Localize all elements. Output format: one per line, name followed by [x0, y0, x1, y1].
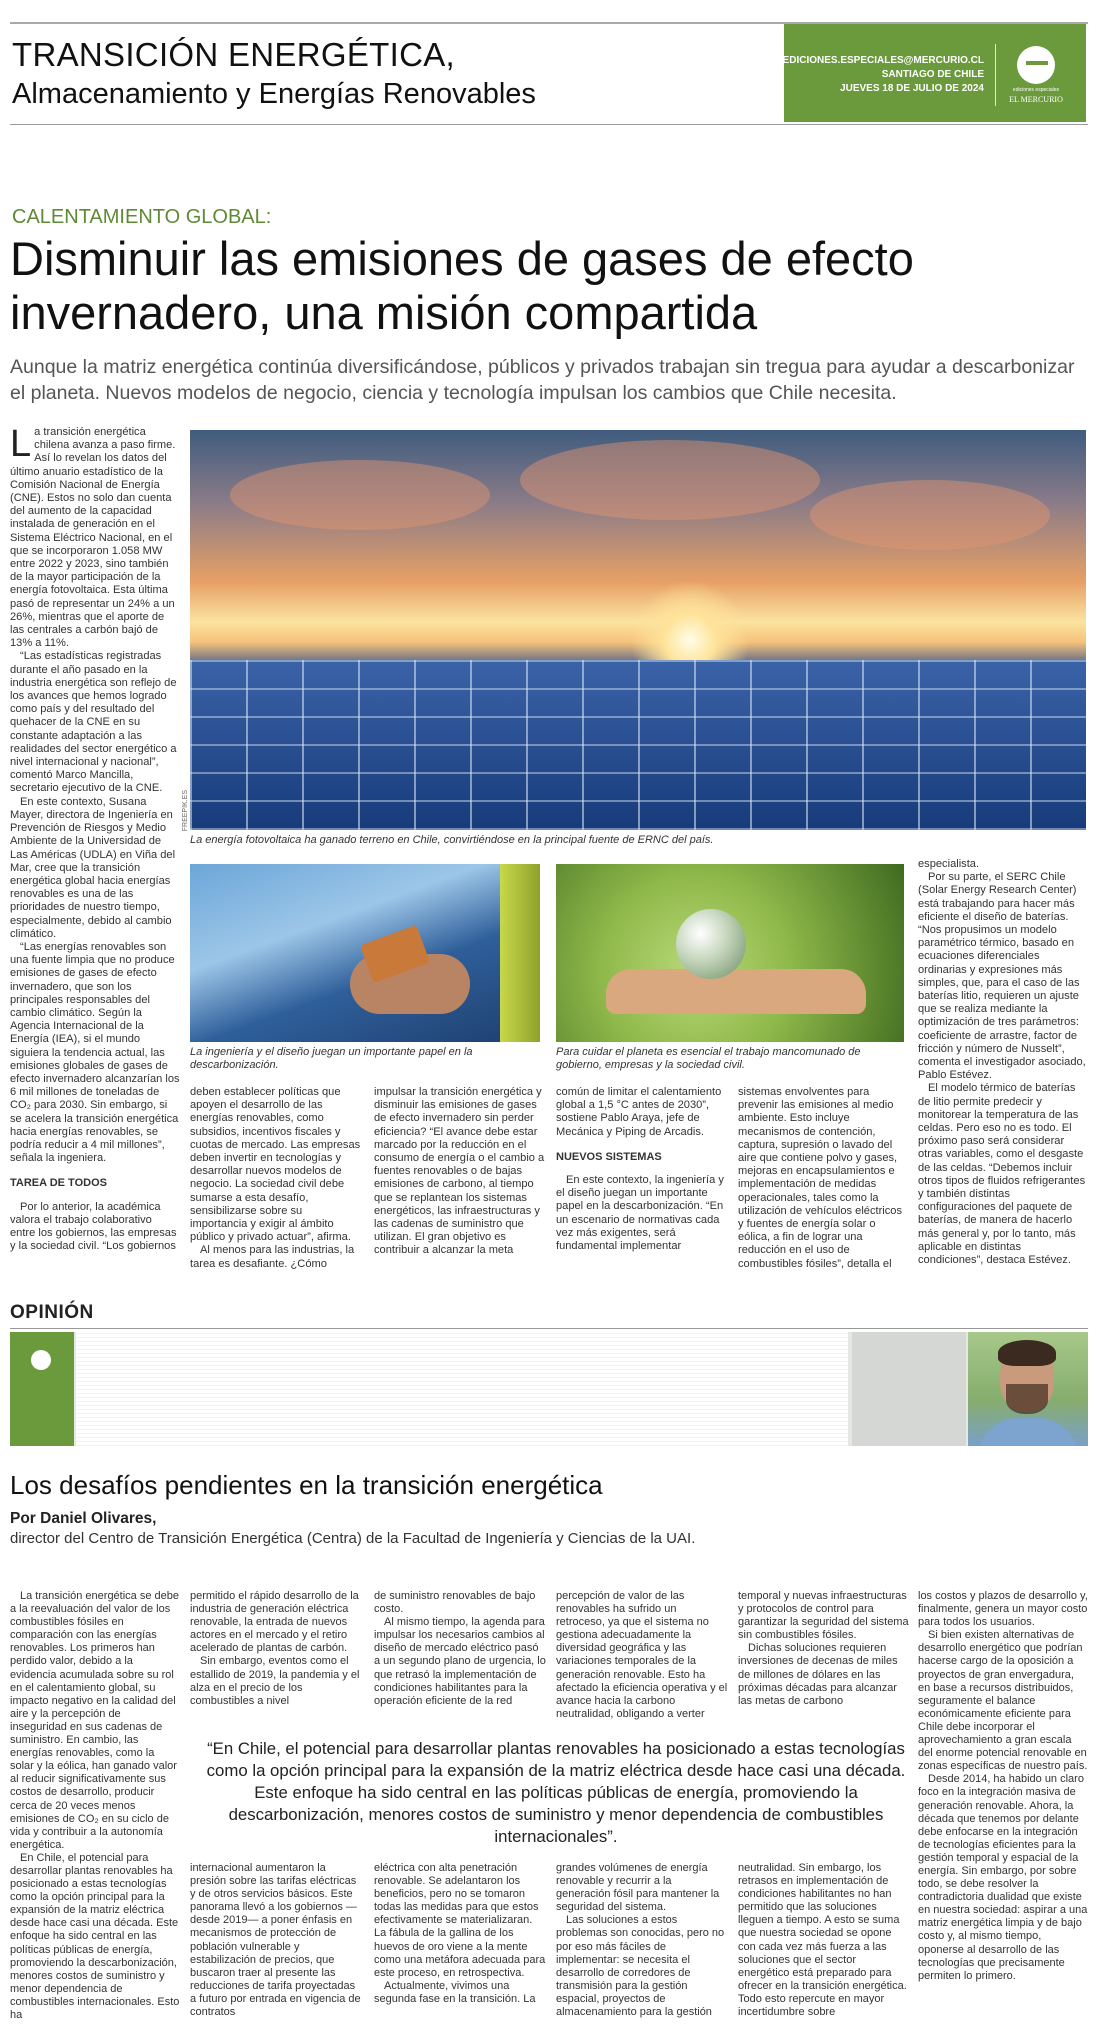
opinion-paragraph: Las soluciones a estos problemas son conocidas, pero no por eso más fáciles de implementar: se necesita el desarrollo de corredores de transmisión para la gestión espacial, proyectos de almacenamiento para la gestión: [556, 1914, 725, 2019]
article-kicker: CALENTAMIENTO GLOBAL:: [12, 206, 272, 228]
article-paragraph: impulsar la transición energética y disminuir las emisiones de gases de efecto invernadero sin perder eficiencia? “El avance debe estar marcado por la reducción en el consumo de energía o el cambio a fuentes renovables o de bajas emisiones de carbono, al tiempo que se replantean los sistemas energéticos, las infraestructuras y las cadenas de suministro que utilizan. El gran objetivo es contribuir a alcanzar la meta: [374, 1086, 545, 1257]
ediciones-especiales-icon: [1017, 46, 1055, 84]
opinion-paragraph: neutralidad. Sin embargo, los retrasos en implementación de condiciones habilitantes no han permitido que las soluciones lleguen a tiempo. A esto se suma que nuestra sociedad se opone con cada vez más fuerza a las soluciones que el sector energético está preparado para ofrecer en la transición energética. Todo esto repercute en mayor incertidumbre sobre: [738, 1862, 907, 2019]
article-paragraph: común de limitar el calentamiento global a 1,5 °C antes de 2030”, sostiene Pablo Araya, jefe de Mecánica y Piping de Arcadis.: [556, 1086, 722, 1138]
opinion-paragraph: Dichas soluciones requieren inversiones de decenas de miles de millones de dólares en las próximas décadas para alcanzar las metas de carbono: [738, 1642, 898, 1707]
edition-date: JUEVES 18 DE JULIO DE 2024: [840, 83, 984, 94]
el-mercurio-logo: [1008, 46, 1064, 104]
opinion-paragraph: Al mismo tiempo, la agenda para impulsar los necesarios cambios al diseño de mercado eléctrico pasó a un segundo plano de urgencia, lo que retrasó la implementación de condiciones habilitantes para la operación eficiente de la red: [374, 1616, 546, 1707]
solar-panel-field: [190, 660, 1086, 830]
opinion-paragraph: temporal y nuevas infraestructuras y protocolos de control para garantizar la seguridad del sistema sin combustibles fósiles.: [738, 1590, 909, 1642]
opinion-paragraph: Desde 2014, ha habido un claro foco en la integración masiva de generación renovable. Ahora, la década que tenemos por delante debe enfocarse en la integración de tecnologías eficientes para la gestión temporal y espacial de la energía. Sin embargo, por sobre todo, se debe resolver la contradictoria dualidad que existe en nuestra sociedad: aspirar a una matriz energética limpia y de bajo costo y, al mismo tiempo, oponerse al desarrollo de las tecnologías que precisamente permiten lo primero.: [918, 1773, 1088, 1982]
section-title: TRANSICIÓN ENERGÉTICA,: [12, 36, 455, 73]
photo-caption-main: La energía fotovoltaica ha ganado terreno en Chile, convirtiéndose en la principal fuente de ERNC del país.: [190, 834, 714, 846]
article-column-3: [374, 1086, 546, 1272]
opinion-paragraph: Si bien existen alternativas de desarrollo energético que podrían hacerse cargo de la oposición a proyectos de gran envergadura, en base a recursos distribuidos, seguramente el balance económicamente eficiente para Chile debe incorporar el aprovechamiento a gran escala del enorme potencial renovable en zonas específicas de nuestro país.: [918, 1629, 1088, 1773]
opinion-paragraph: La transición energética se debe a la reevaluación del valor de los combustibles fósiles en comparación con las energías renovables. Los primeros han perdido valor, debido a la evidencia acumulada sobre su rol en el calentamiento global, su impacto negativo en la calidad del aire y la percepción de inseguridad en sus cadenas de suministro. En cambio, las energías renovables, como la solar y la eólica, han ganado valor al reducir significativamente sus costos de desarrollo, producir cerca de 20 veces menos emisiones de CO₂ en su ciclo de vida y contribuir a la autonomía energética.: [10, 1590, 179, 1851]
article-deck: Aunque la matriz energética continúa diversificándose, públicos y privados trabajan sin tregua para ayudar a descarbonizar el planeta. Nuevos modelos de negocio, ciencia y tecnología impulsan los cambios que Chile necesita.: [10, 356, 1075, 404]
opinion-paragraph: los costos y plazos de desarrollo y, finalmente, genera un mayor costo para todos los usuarios.: [918, 1590, 1088, 1629]
engineer-tablet-photo: [190, 864, 540, 1042]
article-subhead: TAREA DE TODOS: [10, 1177, 107, 1190]
opinion-column-2-bottom: [190, 1862, 362, 2022]
hand-globe-photo: [556, 864, 904, 1042]
opinion-paragraph: internacional aumentaron la presión sobre las tarifas eléctricas y de otros servicios básicos. Este panorama llevó a los gobiernos —desde 2019— a poner énfasis en mecanismos de protección de población vulnerable y estabilización de precios, que buscaron traer al presente las reducciones de tarifa proyectadas a futuro por entrada en vigencia de contratos: [190, 1862, 361, 2019]
section-subtitle: Almacenamiento y Energías Renovables: [12, 78, 536, 110]
opinion-column-2-top: [190, 1590, 362, 1722]
article-paragraph: En este contexto, la ingeniería y el diseño juegan un importante papel en la descarbonización. “En un escenario de normativas cada vez más exigentes, será fundamental implementar: [556, 1174, 724, 1253]
opinion-paragraph: Sin embargo, eventos como el estallido de 2019, la pandemia y el alza en el precio de los combustibles a nivel: [190, 1655, 360, 1707]
logo-small-text: ediciones especiales: [1012, 87, 1060, 93]
opinion-label: OPINIÓN: [10, 1302, 94, 1323]
article-subhead: NUEVOS SISTEMAS: [556, 1150, 662, 1163]
author-photo: [968, 1332, 1088, 1446]
article-column-2: [190, 1086, 362, 1272]
article-column-6: [918, 858, 1088, 1272]
article-paragraph: sistemas envolventes para prevenir las emisiones al medio ambiente. Esto incluye mecanismos de contención, captura, supresión o lavado del aire que contiene polvo y gases, mejoras en encapsulamientos e implementación de medidas operacionales, tales como la utilización de vehículos eléctricos y fuentes de energía solar o eólica, a fin de lograr una reducción en el uso de combustibles fósiles”, detalla el: [738, 1086, 903, 1270]
photo-credit: FREEPIK.ES: [182, 790, 189, 832]
edition-info: [783, 54, 984, 96]
opinion-headline: Los desafíos pendientes en la transición energética: [10, 1470, 603, 1500]
solar-panels-sunset-photo: [190, 430, 1086, 830]
article-column-5: [738, 1086, 910, 1272]
photo-caption-a: La ingeniería y el diseño juegan un importante papel en la descarbonización.: [190, 1046, 473, 1071]
article-paragraph: especialista.: [918, 858, 980, 870]
edition-box: [784, 24, 1086, 122]
opinion-paragraph: Actualmente, vivimos una segunda fase en la transición. La: [374, 1979, 536, 2005]
drop-cap: L: [10, 426, 32, 465]
header-bottom-rule: [10, 124, 1088, 125]
article-paragraph: “Las energías renovables son una fuente limpia que no produce emisiones de gases de efecto invernadero, que son los principales responsables del cambio climático. Según la Agencia Internacional de la Energía (IEA), si el mundo siguiera la tendencia actual, las emisiones globales de gases de efecto invernadero alcanzarían los 6 mil millones de toneladas de CO₂ para 2030. Sin embargo, si se acelera la transición energética hacia energías renovables, se podría reducir a 4 mil millones”, señala la ingeniera.: [10, 940, 180, 1165]
article-column-4: [556, 1086, 728, 1272]
photo-caption-b: Para cuidar el planeta es esencial el trabajo mancomunado de gobierno, empresas y la sociedad civil.: [556, 1046, 861, 1071]
opinion-paragraph: permitido el rápido desarrollo de la industria de generación eléctrica renovable, la entrada de nuevos actores en el mercado y el retiro acelerado de plantas de carbón.: [190, 1590, 359, 1655]
article-paragraph: Por lo anterior, la académica valora el trabajo colaborativo entre los gobiernos, las empresas y la sociedad civil. “Los gobiernos: [10, 1200, 177, 1253]
edition-divider: [995, 44, 996, 106]
edition-city: SANTIAGO DE CHILE: [881, 69, 984, 80]
article-paragraph: Al menos para las industrias, la tarea es desafiante. ¿Cómo: [190, 1244, 355, 1270]
opinion-rule: [10, 1328, 1088, 1329]
opinion-paragraph: grandes volúmenes de energía renovable y recurrir a la generación fósil para mantener la seguridad del sistema.: [556, 1862, 720, 1914]
pull-quote: “En Chile, el potencial para desarrollar plantas renovables ha posicionado a estas tecnologías como la opción principal para la expansión de la matriz eléctrica desde hace casi una década. Este enfoque ha sido central en las políticas públicas de energía, promoviendo la descarbonización, menores costos de suministro y menor dependencia de combustibles internacionales”.: [206, 1739, 906, 1846]
opinion-column-5-top: [738, 1590, 910, 1722]
opinion-column-3-bottom: [374, 1862, 546, 2022]
dot-icon: [31, 1350, 51, 1370]
opinion-column-6: [918, 1590, 1088, 2022]
globe-icon: [676, 909, 746, 979]
article-paragraph: En este contexto, Susana Mayer, directora de Ingeniería en Prevención de Riesgos y Medio Ambiente de la Universidad de Las Américas (UDLA) en Viña del Mar, cree que la transición energética global hacia energías renovables es una de las prioridades de nuestro tiempo, especialmente, debido al cambio climático.: [10, 795, 176, 940]
article-paragraph: a transición energética chilena avanza a paso firme. Así lo revelan los datos del último anuario estadístico de la Comisión Nacional de Energía (CNE). Estos no solo dan cuenta del aumento de la capacidad instalada de generación en el Sistema Eléctrico Nacional, en el que se incorporaron 1.058 MW entre 2022 y 2023, sino también de la mayor participación de la energía fotovoltaica. Esta última pasó de representar un 24% a un 26%, mientras que el aporte de las centrales a carbón bajó de 13% a 11%.: [10, 426, 176, 650]
article-paragraph: deben establecer políticas que apoyen el desarrollo de las energías renovables, como subsidios, incentivos fiscales y cuotas de mercado. Las empresas deben invertir en tecnologías y desarrollar nuevos modelos de negocio. La sociedad civil debe sumarse a esta desafío, sensibilizarse sobre su importancia y exigir al ámbito público y privado actuar”, afirma.: [190, 1086, 361, 1244]
opinion-author-role: director del Centro de Transición Energética (Centra) de la Facultad de Ingeniería y Ciencias de la UAI.: [10, 1530, 696, 1547]
edition-email: EDICIONES.ESPECIALES@MERCURIO.CL: [782, 55, 984, 66]
article-column-1: [10, 426, 180, 1272]
opinion-author: Por Daniel Olivares,: [10, 1510, 157, 1527]
opinion-column-4-top: [556, 1590, 728, 1722]
opinion-paragraph: En Chile, el potencial para desarrollar plantas renovables ha posicionado a estas tecnologías como la opción principal para la expansión de la matriz eléctrica desde hace casi una década. Este enfoque ha sido central en las políticas públicas de energía, promoviendo la descarbonización, menores costos de suministro y menor dependencia de combustibles internacionales. Esto ha: [10, 1851, 180, 2021]
opinion-paragraph: percepción de valor de las renovables ha sufrido un retroceso, ya que el sistema no gestiona adecuadamente la diversidad geográfica y las variaciones temporales de la generación renovable. Esto ha afectado la eficiencia operativa y el avance hacia la carbono neutralidad, obligando a verter: [556, 1590, 728, 1720]
logo-name: EL MERCURIO: [1009, 95, 1063, 104]
article-paragraph: El modelo térmico de baterías de litio permite predecir y monitorear la temperatura de las celdas. Pero eso no es todo. El próximo paso será considerar otras variables, como el desgaste de las celdas. “Debemos incluir otros tipos de fluidos refrigerantes y también distintas configuraciones del paquete de baterías, de manera de hacerlo más general y, por lo tanto, más aplicable en distintas condiciones”, destaca Estévez.: [918, 1082, 1086, 1267]
opinion-paragraph: eléctrica con alta penetración renovable. Se adelantaron los beneficios, pero no se tomaron todas las medidas para que estos efectivamente se materializaran. La fábula de la gallina de los huevos de oro viene a la mente como una metáfora adecuada para este proceso, en retrospectiva.: [374, 1862, 546, 1979]
opinion-column-1: [10, 1590, 180, 2022]
opinion-banner-texture: [76, 1332, 848, 1446]
opinion-column-4-bottom: [556, 1862, 728, 2022]
opinion-column-5-bottom: [738, 1862, 910, 2022]
article-headline: Disminuir las emisiones de gases de efecto invernadero, una misión compartida: [10, 232, 914, 339]
article-paragraph: Por su parte, el SERC Chile (Solar Energy Research Center) está trabajando para hacer más eficiente el diseño de baterías. “Nos propusimos un modelo paramétrico térmico, basado en ecuaciones diferenciales ordinarias y expresiones más simples, que, para el caso de las baterías litio, requieren un ajuste que se realiza mediante la optimización de tres parámetros: coeficiente de arrastre, factor de fricción y número de Nusselt”, comenta el investigador asociado, Pablo Estévez.: [918, 871, 1086, 1082]
opinion-grey-block: [852, 1332, 966, 1446]
opinion-column-3-top: [374, 1590, 546, 1722]
article-paragraph: “Las estadísticas registradas durante el año pasado en la industria energética son reflejo de los avances que hemos logrado como país y del resultado del quehacer de la CNE en su constante adaptación a las realidades del sector energético a nivel internacional y nacional”, comentó Marco Mancilla, secretario ejecutivo de la CNE.: [10, 650, 177, 795]
opinion-paragraph: de suministro renovables de bajo costo.: [374, 1590, 536, 1616]
